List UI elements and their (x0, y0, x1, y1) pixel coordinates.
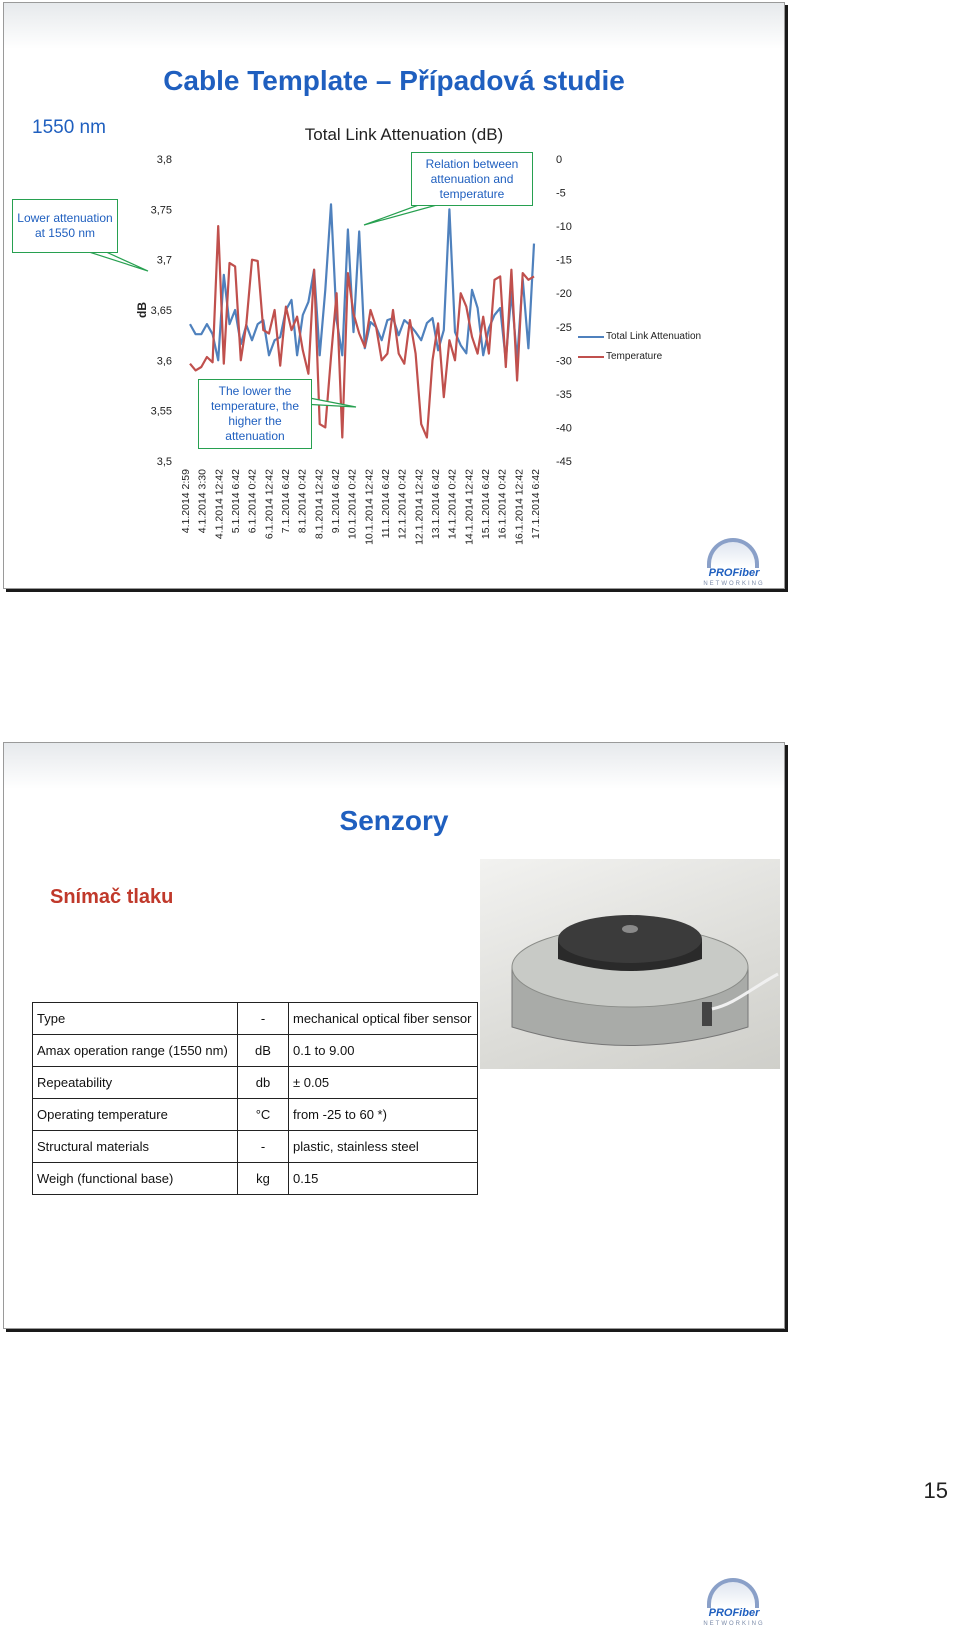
y2-tick-label: 0 (556, 154, 563, 166)
table-cell: Type (33, 1003, 238, 1035)
table-cell: °C (238, 1099, 289, 1131)
x-tick-label: 8.1.2014 0:42 (296, 469, 309, 534)
table-row (33, 1163, 478, 1195)
slide-sensors (3, 742, 785, 1627)
legend-label-attenuation: Total Link Attenuation (606, 331, 702, 342)
logo-wordmark: PROFiber (708, 1607, 760, 1619)
y2-tick-label: -20 (556, 288, 572, 301)
pressure-sensor-illustration (480, 859, 780, 1069)
table-cell: plastic, stainless steel (289, 1131, 478, 1163)
x-tick-label: 17.1.2014 6:42 (530, 469, 542, 540)
table-row (33, 1099, 478, 1131)
x-tick-label: 14.1.2014 12:42 (463, 469, 476, 545)
table-cell: mechanical optical fiber sensor (289, 1003, 478, 1035)
logo-arch-icon (707, 1578, 759, 1608)
x-tick-label: 15.1.2014 6:42 (480, 469, 492, 540)
y-tick-label: 3,6 (156, 355, 172, 368)
x-tick-label: 12.1.2014 0:42 (396, 469, 409, 540)
callout-lower-attenuation: Lower attenuation at 1550 nm (12, 199, 118, 253)
profiber-logo (689, 538, 779, 593)
table-cell: Repeatability (33, 1067, 238, 1099)
legend-swatch-attenuation (578, 336, 604, 338)
table-cell: ± 0.05 (289, 1067, 478, 1099)
x-tick-label: 6.1.2014 12:42 (263, 469, 276, 540)
x-tick-label: 12.1.2014 12:42 (413, 469, 426, 545)
slide-cable-template (3, 2, 785, 589)
y2-tick-label: -30 (556, 355, 572, 368)
legend-label-temperature: Temperature (606, 351, 663, 362)
table-cell: dB (238, 1035, 289, 1067)
pressure-sensor-photo (480, 859, 780, 1069)
table-row (33, 1067, 478, 1099)
callout-lower-temperature: The lower the temperature, the higher the attenuation (198, 379, 312, 449)
x-tick-label: 7.1.2014 6:42 (280, 469, 292, 534)
slide-title: Cable Template – Případová studie (163, 65, 625, 96)
y-tick-label: 3,5 (156, 456, 172, 468)
x-tick-label: 4.1.2014 3:30 (196, 469, 209, 534)
sensor-spec-table (32, 1002, 478, 1195)
x-tick-label: 11.1.2014 6:42 (380, 469, 392, 539)
slide-header-band (4, 743, 784, 789)
table-cell: Weigh (functional base) (33, 1163, 238, 1195)
slide-subtitle: Snímač tlaku (50, 886, 174, 908)
callout-pointer-lower (86, 251, 148, 271)
y2-tick-label: -15 (556, 254, 572, 267)
x-tick-label: 14.1.2014 0:42 (446, 468, 459, 540)
logo-tagline: NETWORKING (703, 1621, 765, 1627)
y-tick-label: 3,7 (156, 254, 172, 267)
table-cell: from -25 to 60 *) (289, 1099, 478, 1131)
attenuation-temperature-chart (4, 3, 784, 588)
table-cell: Amax operation range (1550 nm) (33, 1035, 238, 1067)
logo-wordmark: PROFiber (708, 567, 760, 579)
y2-tick-label: -25 (556, 321, 572, 334)
chart-title: Total Link Attenuation (dB) (304, 125, 504, 144)
table-row (33, 1003, 478, 1035)
callout-pointer-relation (364, 203, 444, 225)
y-tick-label: 3,55 (150, 405, 172, 418)
table-cell: 0.15 (289, 1163, 478, 1195)
x-tick-label: 4.1.2014 12:42 (213, 469, 226, 540)
table-row (33, 1131, 478, 1163)
x-tick-label: 4.1.2014 2:59 (180, 469, 192, 534)
legend-swatch-temperature (578, 356, 604, 358)
x-tick-label: 13.1.2014 6:42 (430, 469, 442, 540)
table-cell: - (238, 1003, 289, 1035)
table-cell: db (238, 1067, 289, 1099)
x-tick-label: 10.1.2014 12:42 (363, 469, 376, 545)
x-tick-label: 10.1.2014 0:42 (346, 469, 359, 540)
table-row (33, 1035, 478, 1067)
y2-tick-label: -35 (556, 388, 572, 401)
y2-tick-label: -5 (556, 187, 566, 200)
y2-tick-label: -10 (556, 221, 572, 234)
y2-tick-label: -45 (556, 456, 572, 468)
y2-tick-label: -40 (556, 422, 572, 435)
x-tick-label: 9.1.2014 6:42 (330, 469, 342, 534)
x-tick-label: 16.1.2014 0:42 (496, 468, 509, 540)
y-tick-label: 3,75 (150, 204, 172, 217)
slide-title: Senzory (339, 805, 449, 836)
logo-arch-icon (707, 538, 759, 568)
table-cell: - (238, 1131, 289, 1163)
table-cell: 0.1 to 9.00 (289, 1035, 478, 1067)
x-tick-label: 8.1.2014 12:42 (313, 469, 326, 540)
y-tick-label: 3,65 (150, 305, 172, 317)
x-tick-label: 5.1.2014 6:42 (230, 469, 242, 534)
series-line-attenuation (190, 204, 534, 360)
table-cell: kg (238, 1163, 289, 1195)
y-tick-label: 3,8 (156, 154, 172, 166)
x-tick-label: 6.1.2014 0:42 (246, 469, 259, 534)
page-number: 15 (923, 1478, 948, 1503)
legend-item-attenuation (578, 331, 701, 342)
callout-relation: Relation between attenuation and temperature (411, 152, 533, 206)
table-cell: Operating temperature (33, 1099, 238, 1131)
table-cell: Structural materials (33, 1131, 238, 1163)
legend-item-temperature (578, 351, 662, 362)
wavelength-label: 1550 nm (32, 117, 106, 138)
x-tick-label: 16.1.2014 12:42 (513, 469, 526, 545)
logo-tagline: NETWORKING (703, 581, 765, 587)
y-axis-label: dB (135, 302, 149, 318)
profiber-logo (689, 1578, 779, 1633)
